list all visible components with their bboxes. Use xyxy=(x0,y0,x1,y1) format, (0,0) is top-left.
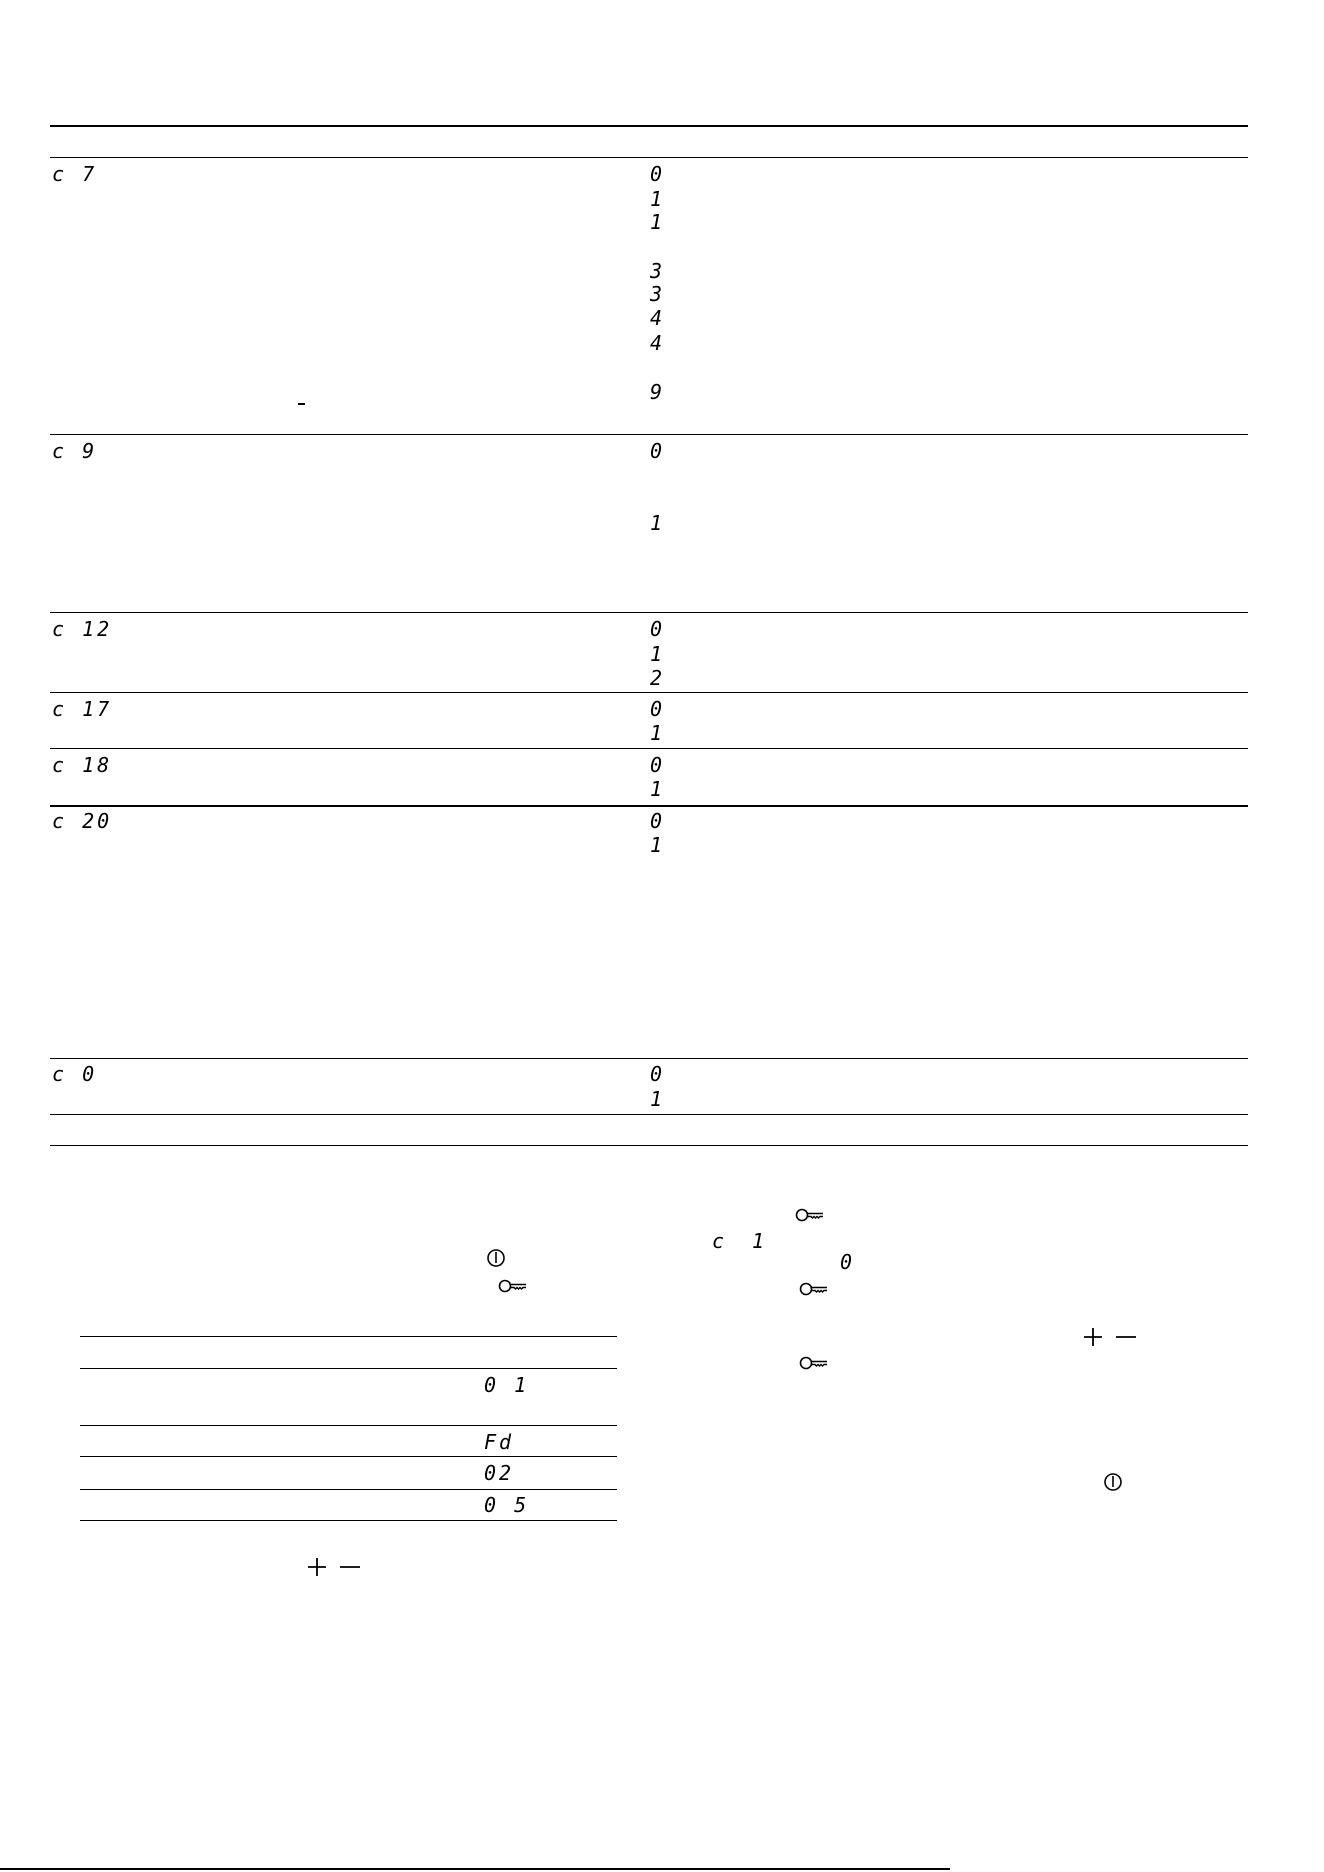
display-code: c xyxy=(712,1229,728,1253)
small-table-value: 0 5 xyxy=(484,1493,530,1517)
power-icon xyxy=(1103,1472,1123,1492)
table-top-rule xyxy=(50,125,1248,127)
setting-value: 0 xyxy=(650,1062,666,1086)
display-number: 1 xyxy=(752,1229,768,1253)
setting-code: c 12 xyxy=(52,617,113,641)
setting-code: c 7 xyxy=(52,162,98,186)
setting-value: 4 xyxy=(650,306,666,330)
setting-value: 1 xyxy=(650,721,666,745)
setting-value: 0 xyxy=(650,439,666,463)
key-icon xyxy=(799,1355,829,1371)
row-divider xyxy=(50,1114,1248,1115)
row-divider xyxy=(50,692,1248,693)
setting-value: 1 xyxy=(650,642,666,666)
setting-value: 1 xyxy=(650,210,666,234)
setting-code: c 17 xyxy=(52,697,113,721)
small-table-top-rule xyxy=(80,1336,617,1337)
display-value: 0 xyxy=(840,1250,856,1274)
setting-value: 1 xyxy=(650,777,666,801)
plus-minus-icons xyxy=(306,1555,362,1579)
plus-icon xyxy=(1084,1328,1102,1346)
setting-code: c 18 xyxy=(52,753,113,777)
small-table-header-rule xyxy=(80,1368,617,1369)
setting-value: 9 xyxy=(650,380,666,404)
small-table-value: 02 xyxy=(484,1461,515,1485)
setting-code: c 9 xyxy=(52,439,98,463)
setting-code: c 20 xyxy=(52,809,113,833)
small-table-value: Fd xyxy=(484,1430,515,1454)
plus-icon xyxy=(308,1558,326,1576)
table-header-rule xyxy=(50,157,1248,158)
setting-value: 0 xyxy=(650,753,666,777)
dash-mark xyxy=(298,403,305,405)
setting-value: 0 xyxy=(650,809,666,833)
setting-value: 0 xyxy=(650,162,666,186)
setting-value: 3 xyxy=(650,259,666,283)
setting-value: 0 xyxy=(650,617,666,641)
setting-code: c 0 xyxy=(52,1062,98,1086)
setting-value: 1 xyxy=(650,187,666,211)
key-icon xyxy=(498,1278,528,1294)
table-bottom-rule xyxy=(50,1145,1248,1146)
power-icon xyxy=(486,1248,506,1268)
setting-value: 2 xyxy=(650,666,666,690)
plus-minus-icons xyxy=(1082,1325,1138,1349)
bottom-edge-strip xyxy=(0,1868,950,1870)
small-table-divider xyxy=(80,1489,617,1490)
setting-value: 4 xyxy=(650,331,666,355)
small-table-value: 0 1 xyxy=(484,1373,530,1397)
key-icon xyxy=(795,1207,825,1223)
row-divider xyxy=(50,434,1248,435)
key-icon xyxy=(799,1281,829,1297)
small-table-divider xyxy=(80,1425,617,1426)
row-divider xyxy=(50,805,1248,807)
setting-value: 1 xyxy=(650,833,666,857)
setting-value: 1 xyxy=(650,511,666,535)
small-table-bottom-rule xyxy=(80,1520,617,1521)
setting-value: 1 xyxy=(650,1087,666,1111)
row-divider xyxy=(50,612,1248,613)
row-divider xyxy=(50,748,1248,749)
row-divider xyxy=(50,1058,1248,1059)
setting-value: 3 xyxy=(650,282,666,306)
small-table-divider xyxy=(80,1456,617,1457)
setting-value: 0 xyxy=(650,697,666,721)
